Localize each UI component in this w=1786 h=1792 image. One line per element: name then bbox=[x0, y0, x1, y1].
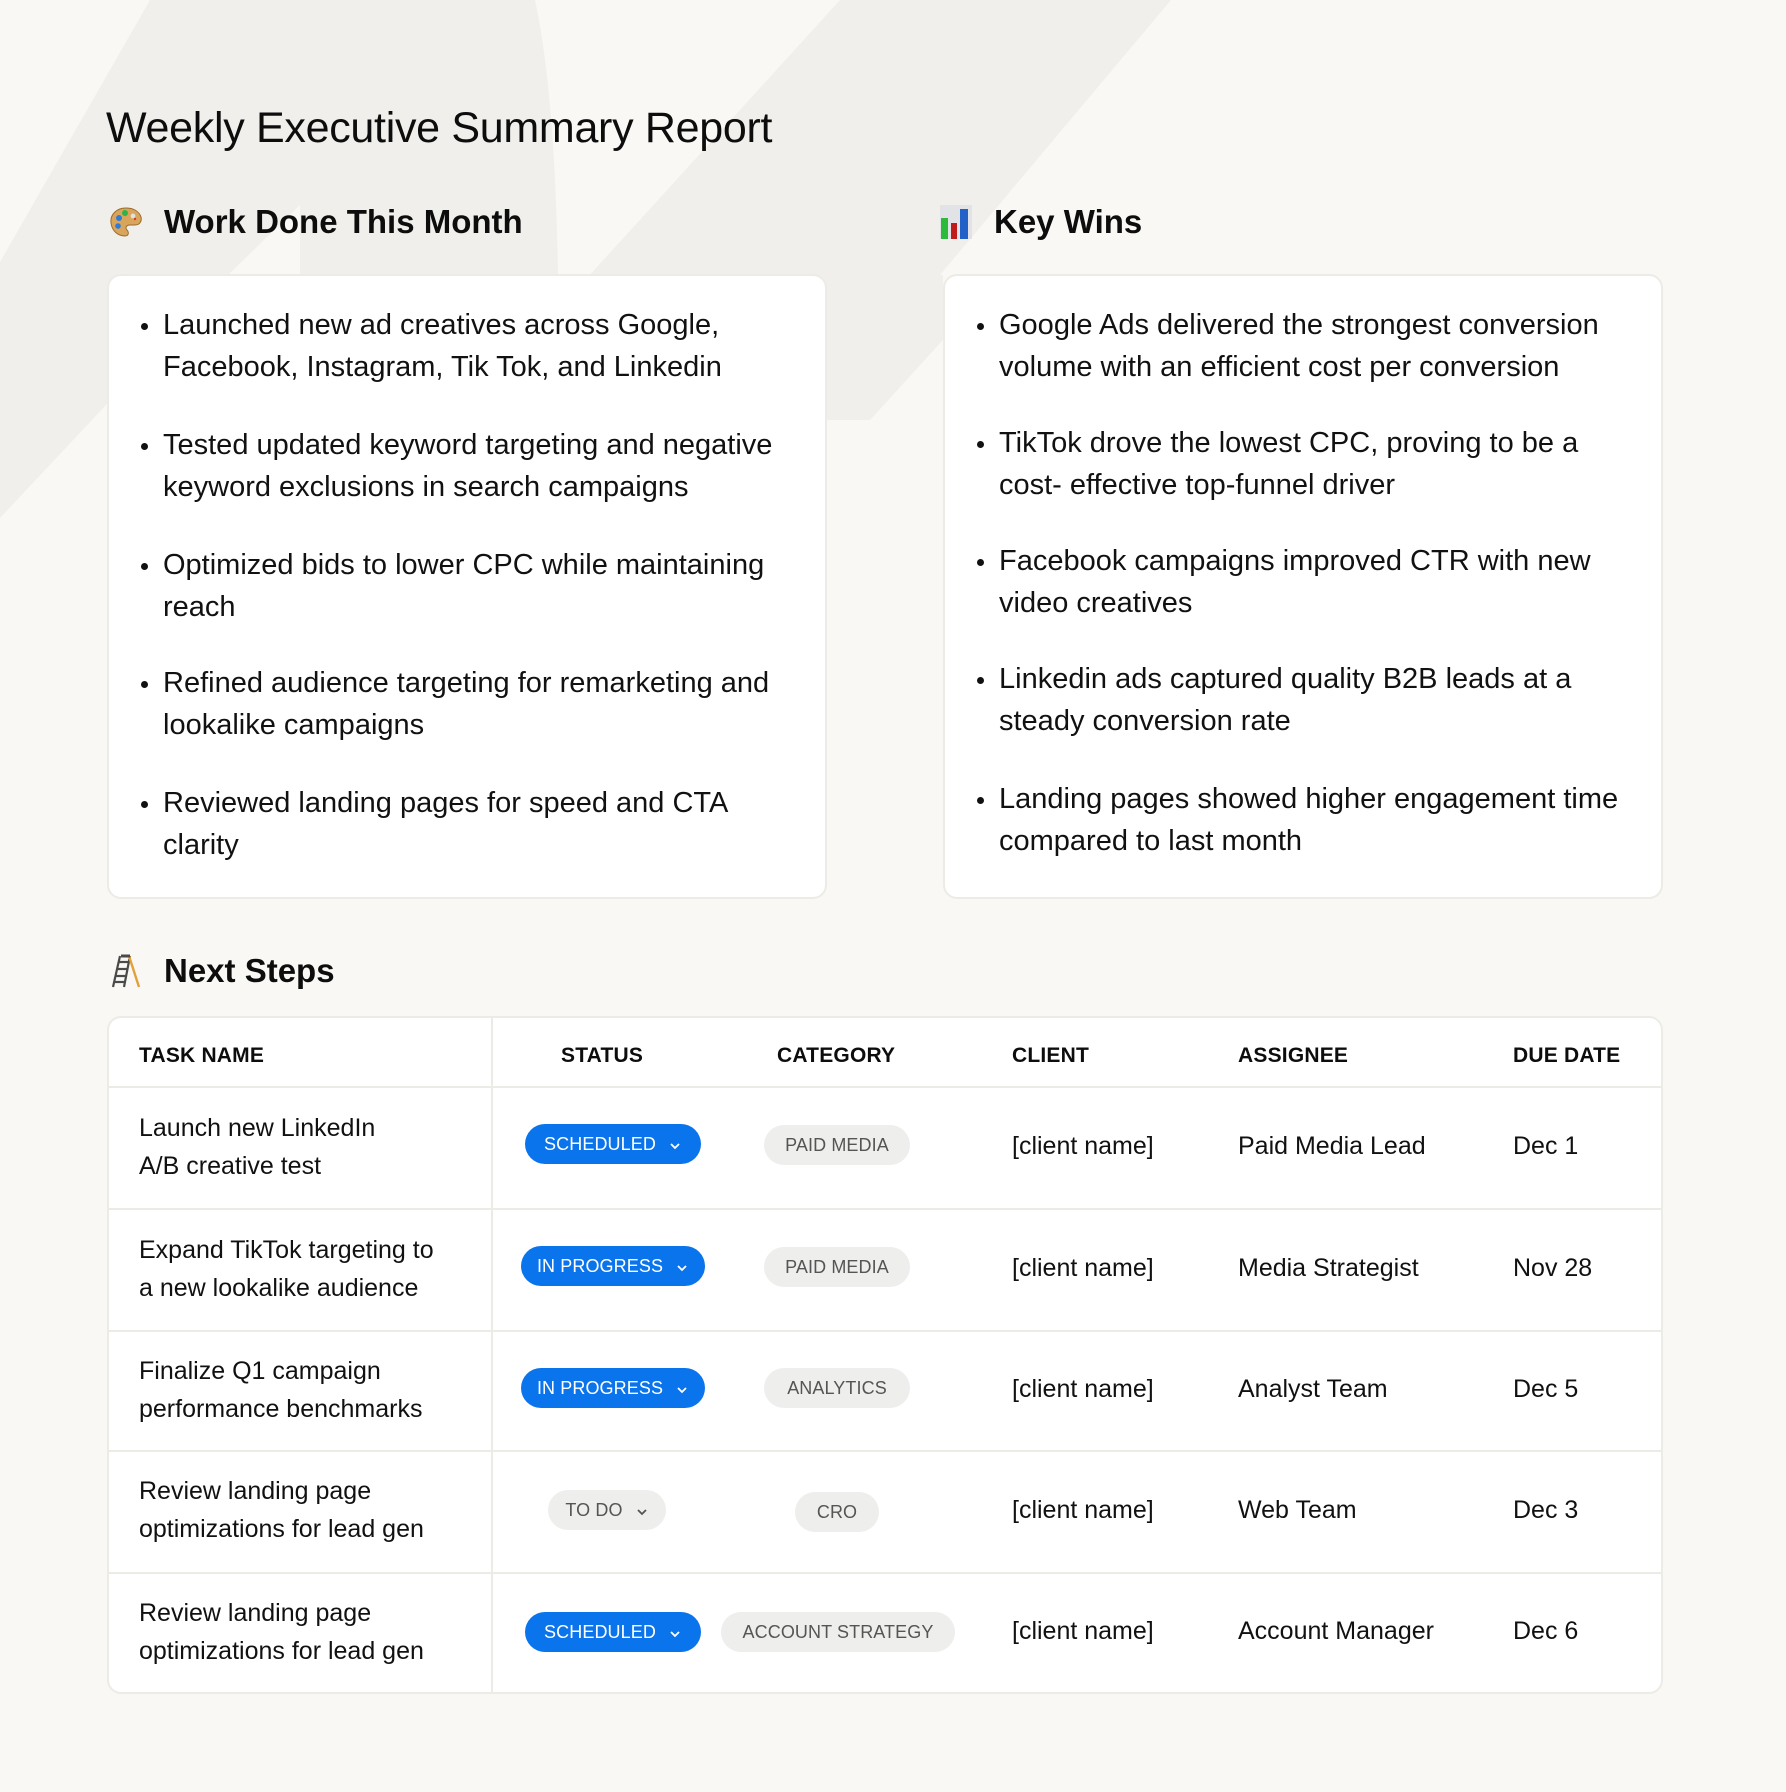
client-cell: [client name] bbox=[1012, 1254, 1154, 1282]
task-name-cell bbox=[139, 1109, 479, 1185]
next-steps-table bbox=[107, 1016, 1663, 1694]
task-name-line: a new lookalike audience bbox=[139, 1274, 419, 1302]
key-win-item: Linkedin ads captured quality B2B leads at a steady conversion rate bbox=[999, 658, 1643, 742]
column-header-task-name: TASK NAME bbox=[139, 1044, 265, 1067]
category-badge: ANALYTICS bbox=[764, 1368, 910, 1408]
table-row bbox=[109, 1332, 1661, 1452]
work-done-item: Refined audience targeting for remarketing and lookalike campaigns bbox=[163, 662, 807, 746]
table-row bbox=[109, 1574, 1661, 1694]
chevron-down-icon bbox=[668, 1625, 682, 1639]
client-cell: [client name] bbox=[1012, 1496, 1154, 1524]
page-title: Weekly Executive Summary Report bbox=[106, 104, 773, 152]
table-row bbox=[109, 1088, 1661, 1208]
status-dropdown[interactable] bbox=[525, 1124, 701, 1164]
work-done-item: Tested updated keyword targeting and negative keyword exclusions in search campaigns bbox=[163, 424, 807, 508]
chevron-down-icon bbox=[668, 1137, 682, 1151]
assignee-cell: Account Manager bbox=[1238, 1617, 1434, 1645]
column-header-status: STATUS bbox=[561, 1044, 644, 1067]
status-label: IN PROGRESS bbox=[536, 1377, 664, 1398]
category-badge: CRO bbox=[795, 1492, 879, 1532]
status-dropdown[interactable] bbox=[525, 1612, 701, 1652]
client-cell: [client name] bbox=[1012, 1375, 1154, 1403]
key-wins-heading bbox=[938, 203, 1142, 241]
assignee-cell: Web Team bbox=[1238, 1496, 1357, 1524]
column-header-client: CLIENT bbox=[1012, 1044, 1090, 1067]
due-date-cell: Dec 1 bbox=[1513, 1132, 1579, 1160]
column-header-assignee: ASSIGNEE bbox=[1238, 1044, 1349, 1067]
key-win-item: Google Ads delivered the strongest conversion volume with an efficient cost per conversion bbox=[999, 304, 1643, 388]
task-name-line: Launch new LinkedIn bbox=[139, 1114, 376, 1142]
bar-chart-icon bbox=[938, 204, 974, 240]
status-label: TO DO bbox=[565, 1499, 623, 1520]
client-cell: [client name] bbox=[1012, 1617, 1154, 1645]
task-name-line: A/B creative test bbox=[139, 1152, 322, 1180]
assignee-cell: Paid Media Lead bbox=[1238, 1132, 1426, 1160]
work-done-heading bbox=[108, 203, 523, 241]
column-header-due-date: DUE DATE bbox=[1513, 1044, 1621, 1067]
due-date-cell: Dec 5 bbox=[1513, 1375, 1579, 1403]
key-win-item: Landing pages showed higher engagement time compared to last month bbox=[999, 778, 1643, 862]
task-name-line: Review landing page bbox=[139, 1599, 372, 1627]
task-name-cell bbox=[139, 1472, 479, 1548]
assignee-cell: Analyst Team bbox=[1238, 1375, 1388, 1403]
ladder-icon bbox=[108, 953, 144, 989]
key-win-item: TikTok drove the lowest CPC, proving to be a cost- effective top-funnel driver bbox=[999, 422, 1643, 506]
task-name-cell bbox=[139, 1231, 479, 1307]
work-done-title: Work Done This Month bbox=[164, 203, 523, 240]
category-badge: PAID MEDIA bbox=[764, 1247, 910, 1287]
table-row bbox=[109, 1210, 1661, 1330]
status-dropdown[interactable] bbox=[521, 1368, 705, 1408]
category-badge: ACCOUNT STRATEGY bbox=[721, 1612, 955, 1652]
column-header-category: CATEGORY bbox=[777, 1044, 896, 1067]
key-wins-title: Key Wins bbox=[994, 203, 1143, 240]
work-done-card bbox=[107, 274, 827, 899]
task-name-line: Expand TikTok targeting to bbox=[139, 1236, 434, 1264]
next-steps-title: Next Steps bbox=[164, 952, 335, 989]
work-done-item: Reviewed landing pages for speed and CTA clarity bbox=[163, 782, 807, 866]
task-name-line: Review landing page bbox=[139, 1477, 372, 1505]
status-label: SCHEDULED bbox=[544, 1133, 656, 1154]
assignee-cell: Media Strategist bbox=[1238, 1254, 1419, 1282]
key-wins-card bbox=[943, 274, 1663, 899]
table-row bbox=[109, 1452, 1661, 1572]
task-name-cell bbox=[139, 1594, 479, 1670]
task-name-line: optimizations for lead gen bbox=[139, 1515, 424, 1543]
task-name-line: optimizations for lead gen bbox=[139, 1637, 424, 1665]
task-name-line: Finalize Q1 campaign bbox=[139, 1357, 381, 1385]
chevron-down-icon bbox=[675, 1381, 689, 1395]
due-date-cell: Dec 3 bbox=[1513, 1496, 1579, 1524]
due-date-cell: Nov 28 bbox=[1513, 1254, 1593, 1282]
task-name-cell bbox=[139, 1352, 479, 1428]
status-dropdown[interactable] bbox=[521, 1246, 705, 1286]
chevron-down-icon bbox=[635, 1503, 649, 1517]
due-date-cell: Dec 6 bbox=[1513, 1617, 1579, 1645]
work-done-item: Launched new ad creatives across Google, Facebook, Instagram, Tik Tok, and Linkedin bbox=[163, 304, 807, 388]
chevron-down-icon bbox=[675, 1259, 689, 1273]
category-badge: PAID MEDIA bbox=[764, 1125, 910, 1165]
status-label: SCHEDULED bbox=[544, 1621, 656, 1642]
key-win-item: Facebook campaigns improved CTR with new video creatives bbox=[999, 540, 1643, 624]
client-cell: [client name] bbox=[1012, 1132, 1154, 1160]
artist-palette-icon bbox=[108, 204, 144, 240]
task-name-line: performance benchmarks bbox=[139, 1395, 423, 1423]
status-dropdown[interactable] bbox=[548, 1490, 666, 1530]
next-steps-heading bbox=[108, 952, 335, 990]
work-done-item: Optimized bids to lower CPC while maintaining reach bbox=[163, 544, 807, 628]
status-label: IN PROGRESS bbox=[536, 1255, 664, 1276]
